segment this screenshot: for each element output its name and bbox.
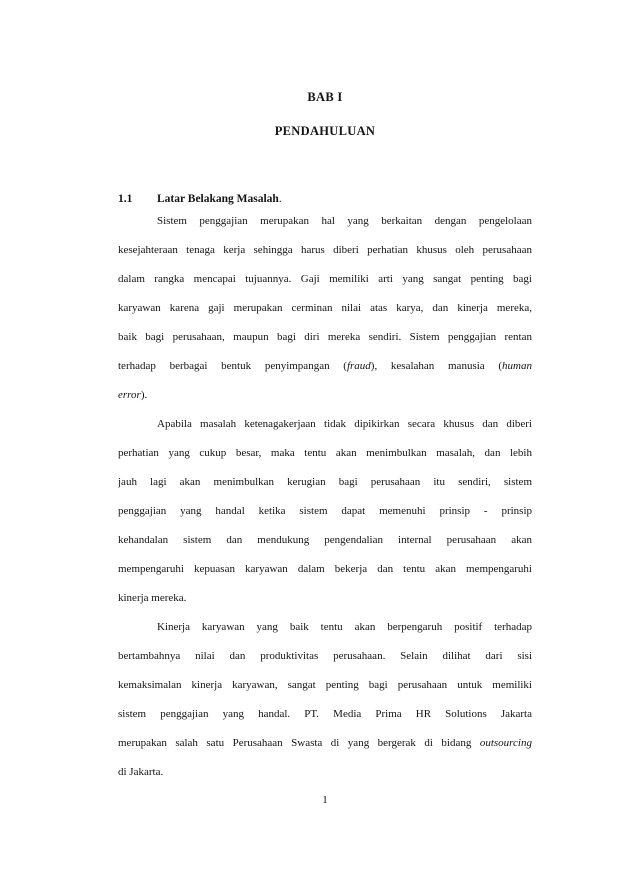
line-text: Sistem penggajian merupakan hal yang berkaitan dengan pengelolaan [157,215,532,227]
paragraph-line [118,700,532,729]
paragraph-line [118,526,532,555]
line-text: mempengaruhi kepuasan karyawan dalam bekerja dan tentu akan mempengaruhi [118,563,532,575]
paragraph-line [118,352,532,381]
paragraph-line [118,671,532,700]
section-title-wrap [157,191,282,207]
chapter-label: BAB I [307,90,343,104]
line-text: dalam rangka mencapai tujuannya. Gaji memiliki arti yang sangat penting bagi [118,273,532,285]
body-text [118,207,532,787]
line-text: di Jakarta. [118,766,164,778]
line-text: sistem penggajian yang handal. PT. Media Prima HR Solutions Jakarta [118,708,532,720]
section-title: Latar Belakang Masalah [157,193,279,205]
paragraph-line [118,642,532,671]
line-text: jauh lagi akan menimbulkan kerugian bagi perusahaan itu sendiri, sistem [118,476,532,488]
line-text: ), kesalahan manusia ( [370,360,503,372]
chapter-title: PENDAHULUAN [274,124,376,138]
line-text: terhadap berbagai bentuk penyimpangan ( [118,360,347,372]
line-text: kehandalan sistem dan mendukung pengendalian internal perusahaan akan [118,534,532,546]
line-text: kesejahteraan tenaga kerja sehingga harus diberi perhatian khusus oleh perusahaan [118,244,532,256]
page-number: 1 [322,794,328,806]
line-text: perhatian yang cukup besar, maka tentu akan menimbulkan masalah, dan lebih [118,447,532,459]
paragraph-line [118,439,532,468]
paragraph-line [118,584,532,613]
paragraph-line [118,729,532,758]
paragraph-line [118,497,532,526]
line-text: ). [140,389,148,401]
paragraph-line [118,207,532,236]
line-text: merupakan salah satu Perusahaan Swasta di yang bergerak di bidang [118,737,480,749]
italic-term: fraud [346,360,371,372]
section-title-punctuation: . [278,193,282,205]
line-text: Kinerja karyawan yang baik tentu akan berpengaruh positif terhadap [157,621,532,633]
line-text: penggajian yang handal ketika sistem dapat memenuhi prinsip - prinsip [118,505,532,517]
section-heading [118,191,532,207]
line-text: kemaksimalan kinerja karyawan, sangat penting bagi perusahaan untuk memiliki [118,679,532,691]
paragraph-line [118,236,532,265]
line-text: karyawan karena gaji merupakan cerminan nilai atas karya, dan kinerja mereka, [118,302,532,314]
paragraph-line [118,265,532,294]
line-text: Apabila masalah ketenagakerjaan tidak dipikirkan secara khusus dan diberi [157,418,532,430]
line-text: baik bagi perusahaan, maupun bagi diri mereka sendiri. Sistem penggajian rentan [118,331,532,343]
paragraph-line [118,613,532,642]
line-text: bertambahnya nilai dan produktivitas perusahaan. Selain dilihat dari sisi [118,650,532,662]
paragraph-line [118,468,532,497]
paragraph-line [118,410,532,439]
italic-term: outsourcing [479,737,532,749]
paragraph-line [118,381,532,410]
line-text: kinerja mereka. [118,592,187,604]
paragraph-line [118,294,532,323]
section-number: 1.1 [118,193,133,205]
paragraph-line [118,323,532,352]
italic-term: error [118,389,141,401]
italic-term: human [502,360,532,372]
paragraph-line [118,758,532,787]
paragraph-line [118,555,532,584]
